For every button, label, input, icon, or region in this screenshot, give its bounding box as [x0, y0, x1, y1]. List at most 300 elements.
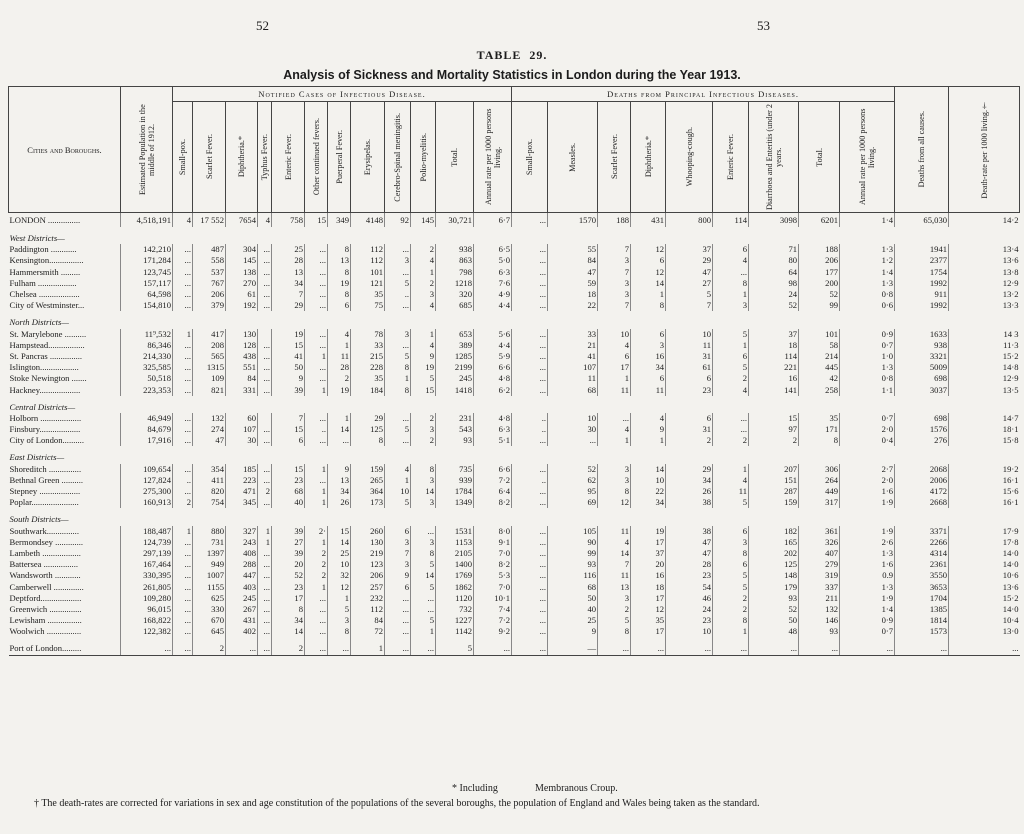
table-cell: 12·9: [949, 278, 1020, 289]
table-cell: 4: [411, 300, 436, 311]
table-cell: ...: [598, 643, 631, 655]
table-cell: 800: [666, 213, 713, 228]
section-heading-row: [9, 396, 1020, 413]
table-cell: 327: [226, 526, 258, 537]
table-cell: ...: [305, 340, 328, 351]
table-cell: ...: [411, 593, 436, 604]
table-cell: 38: [666, 526, 713, 537]
header-death-col: Whooping-cough.: [666, 102, 713, 213]
table-cell: 10: [598, 329, 631, 340]
table-cell: 20: [631, 559, 666, 570]
table-cell: 1: [411, 626, 436, 637]
statistics-table: [8, 86, 1020, 656]
table-cell: 6: [385, 526, 411, 537]
table-cell: 8: [328, 626, 351, 637]
table-row: [9, 351, 1020, 362]
table-cell: 8: [713, 615, 749, 626]
borough-name: Hammersmith .........: [9, 266, 81, 277]
borough-name: Southwark...............: [9, 525, 79, 536]
table-cell: 297,139: [121, 548, 173, 559]
borough-name: City of London..........: [9, 435, 84, 446]
table-cell: 288: [226, 559, 258, 570]
header-notified-col: Other continued fevers.: [305, 102, 328, 213]
table-cell: ...: [258, 300, 272, 311]
table-cell: 1418: [436, 384, 474, 395]
table-cell: 0·8: [840, 373, 895, 384]
table-cell: 9: [411, 351, 436, 362]
table-cell: ...: [631, 643, 666, 655]
table-cell: 408: [226, 548, 258, 559]
table-cell: 537: [193, 267, 226, 278]
table-cell: 223,353: [121, 384, 173, 395]
table-cell: 47: [666, 267, 713, 278]
table-cell: 21: [548, 340, 598, 351]
table-cell: 15: [749, 413, 799, 424]
table-cell: ...: [305, 643, 328, 655]
header-notified-col: Puerperal Fever.: [328, 102, 351, 213]
table-cell: 185: [226, 464, 258, 475]
table-row: [9, 537, 1020, 548]
table-cell: ...: [512, 604, 548, 615]
table-cell: 1227: [436, 615, 474, 626]
table-cell: 41: [272, 351, 305, 362]
table-cell: 685: [436, 300, 474, 311]
table-cell: 30: [226, 435, 258, 446]
footnote-dagger: † The death-rates are corrected for variations in sex and age constitution of the populations of the several boroughs, the population of England and Wales being taken as the standard.: [34, 798, 760, 809]
table-cell: 14·0: [949, 604, 1020, 615]
table-cell: 2377: [895, 255, 949, 266]
table-cell: 411: [193, 475, 226, 486]
table-cell: 3: [598, 593, 631, 604]
table-cell: ...: [258, 497, 272, 508]
table-cell: 5·9: [474, 351, 512, 362]
table-cell: 1: [328, 413, 351, 424]
table-cell: 4: [411, 340, 436, 351]
table-row: [9, 213, 1020, 228]
table-cell: 188: [598, 213, 631, 228]
table-row: [9, 413, 1020, 424]
table-cell: 11: [666, 340, 713, 351]
table-cell: —: [548, 643, 598, 655]
table-cell: 200: [799, 278, 840, 289]
table-cell: 10·6: [949, 570, 1020, 581]
table-cell: 29: [272, 300, 305, 311]
table-subtitle: Analysis of Sickness and Mortality Statistics in London during the Year 1913.: [283, 68, 741, 82]
table-cell: ..: [305, 424, 328, 435]
table-cell: 758: [272, 213, 305, 228]
section-heading: North Districts—: [9, 317, 69, 328]
header-death-col: Annual rate per 1000 persons living.: [840, 102, 895, 213]
table-cell: 558: [193, 255, 226, 266]
table-cell: 7: [272, 289, 305, 300]
table-cell: 1142: [436, 626, 474, 637]
table-cell: 26: [666, 486, 713, 497]
table-cell: 1: [328, 340, 351, 351]
header-death-col: Enteric Fever.: [713, 102, 749, 213]
table-cell: ...: [512, 267, 548, 278]
table-cell: 46,949: [121, 413, 173, 424]
table-cell: 11: [328, 351, 351, 362]
table-cell: 11: [598, 384, 631, 395]
table-cell: 15: [272, 424, 305, 435]
table-cell: 35: [799, 413, 840, 424]
table-cell: 3098: [749, 213, 799, 228]
table-cell: 1: [173, 526, 193, 537]
table-cell: 732: [436, 604, 474, 615]
table-cell: 39: [272, 384, 305, 395]
table-cell: 257: [351, 581, 385, 592]
table-cell: 68: [548, 384, 598, 395]
table-cell: 2: [666, 435, 713, 446]
table-cell: 6: [328, 300, 351, 311]
table-cell: 1285: [436, 351, 474, 362]
table-cell: 93: [548, 559, 598, 570]
table-cell: 109: [193, 373, 226, 384]
table-cell: 8: [385, 384, 411, 395]
table-cell: 86,346: [121, 340, 173, 351]
table-cell: 274: [193, 424, 226, 435]
table-cell: 2: [713, 435, 749, 446]
table-cell: ...: [173, 548, 193, 559]
table-cell: 3: [713, 300, 749, 311]
table-cell: 98: [749, 278, 799, 289]
table-cell: 2: [258, 486, 272, 497]
table-cell: 17 552: [193, 213, 226, 228]
table-cell: 445: [799, 362, 840, 373]
borough-name: Stepney ...................: [9, 486, 81, 497]
table-cell: 46: [666, 593, 713, 604]
table-cell: 128: [226, 340, 258, 351]
table-cell: 125: [351, 424, 385, 435]
table-title-number: 29.: [529, 48, 548, 62]
table-cell: 8·2: [474, 497, 512, 508]
table-cell: 19: [272, 329, 305, 340]
table-cell: 1: [631, 435, 666, 446]
table-cell: 35: [351, 373, 385, 384]
table-cell: 13: [272, 267, 305, 278]
table-cell: 5: [411, 615, 436, 626]
table-cell: 130: [351, 537, 385, 548]
table-cell: ...: [258, 604, 272, 615]
table-cell: ...: [305, 413, 328, 424]
table-cell: 2105: [436, 548, 474, 559]
table-cell: 179: [749, 581, 799, 592]
table-cell: 1941: [895, 244, 949, 255]
section-heading-row: [9, 227, 1020, 244]
table-cell: 5: [411, 373, 436, 384]
table-cell: 207: [749, 464, 799, 475]
table-cell: 14: [328, 537, 351, 548]
table-cell: 1·4: [840, 213, 895, 228]
table-cell: 2: [272, 643, 305, 655]
table-title: [0, 48, 1024, 63]
table-cell: 1570: [548, 213, 598, 228]
table-cell: 670: [193, 615, 226, 626]
table-cell: 1·1: [840, 384, 895, 395]
table-cell: ...: [258, 559, 272, 570]
table-cell: 14: [328, 424, 351, 435]
borough-name: Shoreditch ...............: [9, 463, 82, 474]
table-cell: 18·1: [949, 424, 1020, 435]
header-death-col: Measles.: [548, 102, 598, 213]
table-cell: 1: [598, 373, 631, 384]
table-cell: 939: [436, 475, 474, 486]
header-deaths-group: Deaths from Principal Infectious Diseases.: [512, 87, 895, 102]
table-cell: 68: [272, 486, 305, 497]
table-cell: 5: [385, 424, 411, 435]
table-cell: 2: [749, 435, 799, 446]
header-notified-col: Typhus Fever.: [258, 102, 272, 213]
table-cell: 107: [548, 362, 598, 373]
table-cell: 8: [272, 604, 305, 615]
table-cell: ...: [258, 581, 272, 592]
table-cell: ...: [305, 435, 328, 446]
table-cell: 4·4: [474, 340, 512, 351]
table-cell: ...: [305, 244, 328, 255]
table-cell: 487: [193, 244, 226, 255]
table-cell: 157,117: [121, 278, 173, 289]
table-cell: 325,585: [121, 362, 173, 373]
table-cell: ...: [713, 267, 749, 278]
table-cell: 132: [193, 413, 226, 424]
table-cell: 22: [548, 300, 598, 311]
table-cell: 403: [226, 581, 258, 592]
table-cell: 125: [749, 559, 799, 570]
table-cell: 2: [411, 413, 436, 424]
table-cell: 8: [713, 278, 749, 289]
table-cell: 5: [713, 497, 749, 508]
table-cell: 28: [328, 362, 351, 373]
table-cell: 11: [713, 486, 749, 497]
table-cell: 112: [351, 244, 385, 255]
borough-name: Battersea ................: [9, 559, 78, 570]
table-cell: 304: [226, 244, 258, 255]
table-cell: 3: [411, 497, 436, 508]
section-heading: East Districts—: [9, 452, 65, 463]
table-cell: 112: [351, 604, 385, 615]
table-cell: 61: [666, 362, 713, 373]
table-cell: ...: [173, 435, 193, 446]
table-cell: 5: [666, 289, 713, 300]
table-cell: 1: [411, 329, 436, 340]
borough-name: Greenwich ...............: [9, 603, 82, 614]
borough-name: Deptford...................: [9, 592, 82, 603]
table-cell: 112: [351, 255, 385, 266]
section-heading: South Districts—: [9, 514, 69, 525]
table-cell: 8: [328, 267, 351, 278]
table-cell: ...: [173, 373, 193, 384]
borough-name: Wandsworth ............: [9, 570, 81, 581]
table-cell: 101: [799, 329, 840, 340]
table-cell: 122,382: [121, 626, 173, 637]
table-cell: 15: [272, 464, 305, 475]
borough-name: Paddington ............: [9, 244, 77, 255]
table-cell: 1·3: [840, 362, 895, 373]
table-cell: 6: [713, 351, 749, 362]
table-cell: 27: [666, 278, 713, 289]
table-cell: 7·2: [474, 475, 512, 486]
table-cell: 14·2: [949, 213, 1020, 228]
table-cell: 52: [749, 604, 799, 615]
table-cell: 1814: [895, 615, 949, 626]
borough-name: Camberwell ..............: [9, 581, 84, 592]
table-cell: 0.9: [840, 570, 895, 581]
table-cell: 52: [548, 464, 598, 475]
table-cell: 29: [351, 413, 385, 424]
table-row: [9, 255, 1020, 266]
table-row: [9, 643, 1020, 655]
table-cell: [258, 329, 272, 340]
table-cell: 15·6: [949, 486, 1020, 497]
borough-name: Fulham ..................: [9, 277, 77, 288]
table-cell: 37: [749, 329, 799, 340]
table-cell: 2: [411, 435, 436, 446]
table-cell: 8: [411, 464, 436, 475]
table-cell: 141: [749, 384, 799, 395]
right-page-number: 53: [757, 18, 770, 33]
section-heading-row: [9, 311, 1020, 328]
table-cell: 39: [272, 526, 305, 537]
table-cell: 232: [351, 593, 385, 604]
table-cell: 1·9: [840, 526, 895, 537]
table-cell: 698: [895, 413, 949, 424]
table-cell: 275,300: [121, 486, 173, 497]
borough-name: Woolwich ................: [9, 626, 82, 637]
table-cell: 17: [631, 626, 666, 637]
table-cell: 5: [411, 581, 436, 592]
table-cell: 123,745: [121, 267, 173, 278]
table-cell: ...: [512, 384, 548, 395]
table-row: [9, 289, 1020, 300]
table-cell: 4: [713, 384, 749, 395]
table-cell: 18: [631, 581, 666, 592]
table-cell: ...: [305, 289, 328, 300]
table-cell: 2: [598, 604, 631, 615]
table-row: [9, 435, 1020, 446]
borough-name: Poplar......................: [9, 497, 79, 508]
header-death-col: Total.: [799, 102, 840, 213]
table-cell: 1: [713, 464, 749, 475]
table-cell: 1: [598, 435, 631, 446]
table-cell: 97: [749, 424, 799, 435]
table-cell: 320: [436, 289, 474, 300]
table-cell: ...: [512, 570, 548, 581]
table-cell: 8: [328, 289, 351, 300]
header-population: Estimated Population in the middle of 1912.: [121, 87, 173, 213]
table-cell: 84,679: [121, 424, 173, 435]
table-cell: 3: [385, 559, 411, 570]
table-cell: 23: [666, 615, 713, 626]
table-cell: 364: [351, 486, 385, 497]
table-cell: ...: [173, 351, 193, 362]
table-cell: ...: [258, 593, 272, 604]
table-cell: 2: [713, 373, 749, 384]
table-row: [9, 486, 1020, 497]
table-cell: 16: [631, 570, 666, 581]
table-cell: 5: [713, 570, 749, 581]
table-cell: 1992: [895, 300, 949, 311]
table-cell: 3: [411, 475, 436, 486]
table-cell: 26: [328, 497, 351, 508]
table-cell: 1: [713, 626, 749, 637]
table-cell: 13·5: [949, 384, 1020, 395]
table-cell: ...: [258, 424, 272, 435]
table-cell: 13·2: [949, 289, 1020, 300]
table-cell: 8: [631, 300, 666, 311]
table-cell: 10·1: [474, 593, 512, 604]
table-cell: ...: [512, 289, 548, 300]
table-cell: ...: [512, 581, 548, 592]
table-cell: 1397: [193, 548, 226, 559]
table-cell: 2·0: [840, 475, 895, 486]
table-cell: 8: [328, 244, 351, 255]
table-cell: 30: [548, 424, 598, 435]
table-cell: ...: [512, 340, 548, 351]
table-cell: 3: [598, 289, 631, 300]
table-cell: 14: [411, 486, 436, 497]
table-cell: 6·7: [474, 213, 512, 228]
table-cell: 23: [272, 475, 305, 486]
table-cell: 13: [328, 475, 351, 486]
table-cell: ...: [173, 300, 193, 311]
table-cell: 6·6: [474, 464, 512, 475]
table-cell: 93: [749, 593, 799, 604]
table-cell: 326: [799, 537, 840, 548]
table-cell: 731: [193, 537, 226, 548]
table-cell: ...: [385, 267, 411, 278]
table-cell: 16·1: [949, 475, 1020, 486]
table-cell: 99: [548, 548, 598, 559]
table-cell: 1·0: [840, 351, 895, 362]
table-cell: ...: [385, 244, 411, 255]
table-cell: ...: [328, 643, 351, 655]
table-cell: 276: [895, 435, 949, 446]
table-cell: ...: [305, 278, 328, 289]
header-death-col: Diarrhoea and Enteritis (under 2 years.: [749, 102, 799, 213]
table-cell: ...: [226, 643, 258, 655]
table-cell: 15·2: [949, 351, 1020, 362]
table-cell: 23: [666, 384, 713, 395]
table-cell: ...: [173, 570, 193, 581]
table-cell: 14·8: [949, 362, 1020, 373]
table-cell: ...: [173, 537, 193, 548]
table-cell: ...: [411, 643, 436, 655]
table-cell: 1: [411, 267, 436, 278]
table-cell: 1633: [895, 329, 949, 340]
table-cell: 2668: [895, 497, 949, 508]
table-cell: 1218: [436, 278, 474, 289]
table-row: [9, 278, 1020, 289]
table-cell: 17: [272, 593, 305, 604]
table-cell: ...: [305, 604, 328, 615]
table-cell: ...: [548, 435, 598, 446]
table-cell: 72: [351, 626, 385, 637]
table-cell: ...: [512, 213, 548, 228]
table-cell: 5: [385, 278, 411, 289]
table-cell: 5·0: [474, 255, 512, 266]
table-cell: 938: [436, 244, 474, 255]
table-cell: 214,330: [121, 351, 173, 362]
table-cell: 8: [351, 435, 385, 446]
table-cell: 6: [666, 373, 713, 384]
table-cell: 47: [193, 435, 226, 446]
table-cell: 60: [226, 413, 258, 424]
table-cell: 438: [226, 351, 258, 362]
table-cell: 29: [666, 255, 713, 266]
table-cell: 202: [749, 548, 799, 559]
borough-name: St. Marylebone ..........: [9, 328, 87, 339]
table-cell: 245: [436, 373, 474, 384]
